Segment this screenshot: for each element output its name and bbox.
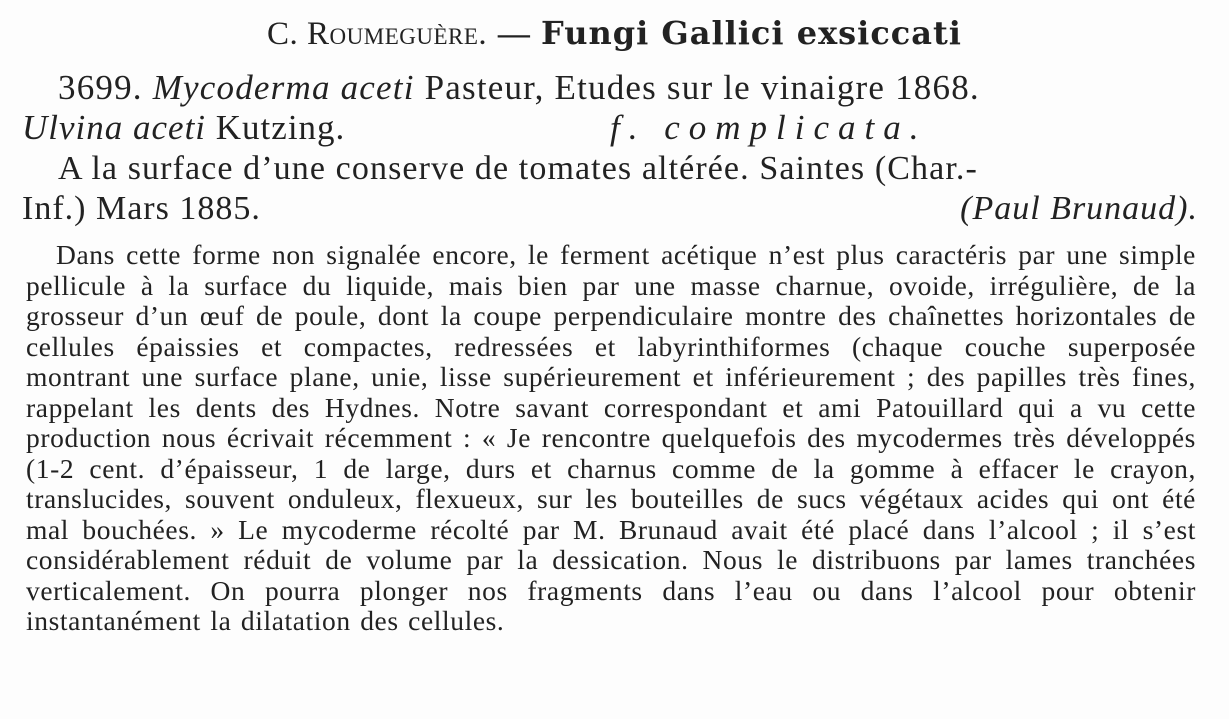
header-dash: — [497, 15, 531, 51]
synonym-line [22, 108, 1212, 148]
habitat-line: A la surface d’une conserve de tomates altérée. Saintes (Char.- [58, 150, 978, 187]
description-paragraph [26, 240, 1196, 637]
synonym-name: Ulvina aceti [22, 108, 207, 147]
habitat-date-line [22, 190, 1212, 228]
label-header [0, 14, 1229, 53]
habitat-date: Inf.) Mars 1885. [22, 190, 261, 227]
forma-name: f. complicata. [610, 108, 928, 147]
collector-name: (Paul Brunaud). [960, 190, 1198, 227]
entry-line [58, 68, 980, 108]
synonym-authority: Kutzing. [215, 108, 346, 147]
description-text: Dans cette forme non signalée encore, le ferment acétique n’est plus caractéris par une simple pellicule à la surface du liquide, mais bien par une masse charnue, ovoide, irrégulière, de la grosseur d’un œuf de poule, dont la coupe perpendiculaire montre des chaînettes horizontales de cellules épaissies et compactes, redressées et labyrinthiformes (chaque couche superposée montrant une surface plane, unie, lisse supérieurement et inférieurement ; des papilles très fines, rappelant les dents des Hydnes. Notre savant correspondant et ami Patouillard qui a vu cette production nous écrivait récemment : « Je rencontre quelquefois des mycodermes très développés (1-2 cent. d’épaisseur, 1 de large, durs et charnus comme de la gomme à effacer le crayon, translucides, souvent onduleux, flexueux, sur les bouteilles de sucs végétaux acides qui ont été mal bouchées. » Le mycoderme récolté par M. Brunaud avait été placé dans l’alcool ; il s’est considérablement réduit de volume par la dessication. Nous le distribuons par lames tranchées verticalement. On pourra plonger nos fragments dans l’eau ou dans l’alcool pour obtenir instantanément la dilatation des cellules. [26, 239, 1196, 636]
entry-number: 3699. [58, 68, 143, 107]
header-title: Fungi Gallici exsiccati [541, 14, 962, 52]
header-author: C. Roumeguère. [267, 16, 488, 52]
species-name: Mycoderma aceti [152, 68, 415, 107]
species-authority: Pasteur, Etudes sur le vinaigre 1868. [424, 68, 980, 107]
